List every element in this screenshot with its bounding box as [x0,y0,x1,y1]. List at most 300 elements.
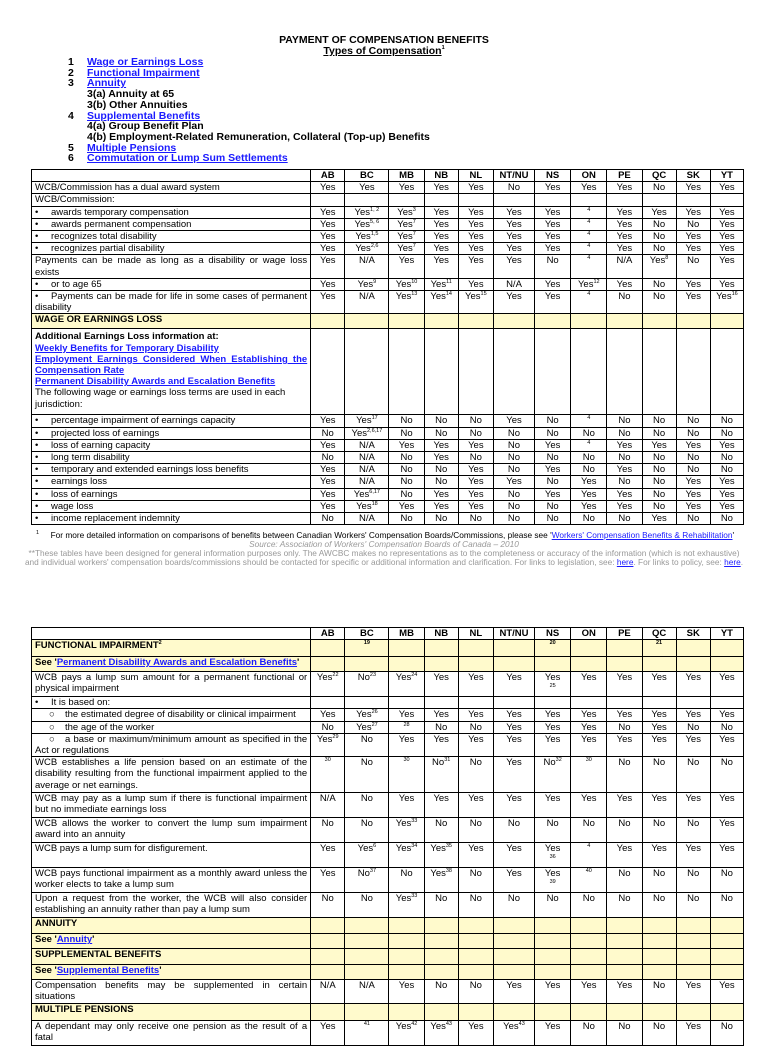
row-label-text: WCB pays functional impairment as a monthly award unless the worker elects to take a lump sum [35,868,308,891]
cell-pe [607,415,642,427]
cell-nb [424,1003,458,1020]
employment-earnings-link[interactable]: Employment Earnings Considered When Establishing the Compensation Rate [35,353,308,377]
cell-value: No [618,427,631,439]
cell-qc [642,476,676,488]
cell-nt-nu [493,182,534,194]
cell-value: Yes [651,843,667,855]
cell-ns [535,464,571,476]
cell-value: Yes [506,868,522,880]
cell-value: No [507,488,521,500]
cell-yt [710,231,743,243]
column-header-nt-nu: NT/NU [493,170,534,182]
cell-value: Yes [685,488,701,500]
footnote-divider [36,524,176,525]
cell-yt [710,500,743,512]
cell-bc [345,218,389,230]
cell-value: Yes [616,206,633,218]
section-row [32,640,744,657]
see-link[interactable]: Annuity [56,934,93,946]
cell-sk [676,500,710,512]
cell-yt [710,291,743,314]
cell-nl [458,427,493,439]
cell-pe [607,843,642,868]
cell-value: No [546,513,559,525]
row-label-text: long term disability [51,452,130,464]
cell-on [571,314,607,329]
cell-on [571,733,607,756]
cell-value: Yes [468,843,484,855]
cell-footnote-ref: 12 [593,278,600,285]
cell-sk [676,965,710,980]
weekly-benefits-link[interactable]: Weekly Benefits for Temporary Disability [35,342,219,354]
cell-value: Yes [433,231,449,243]
cell-value: No [652,427,666,439]
cell-sk [676,255,710,278]
disclaimer-line-1: **These tables have been designed for general information purposes only. The AWCBC makes no representations as to the completeness or accuracy of the information (which is not exhaustive) [28,548,740,558]
bullet-icon: • [35,278,39,290]
cell-value: Yes [685,843,701,855]
cell-value: No [720,721,733,733]
row-label-text: A dependant may only receive one pension as the result of a fatal [35,1020,308,1043]
cell-value: No [546,415,559,427]
row-label-text: awards temporary compensation [51,206,189,218]
toc-link: Supplemental Benefits [87,109,201,122]
cell-value: No [652,415,666,427]
row-label [32,194,311,206]
cell-value: Yes [685,709,701,721]
cell-value: Yes [544,672,561,684]
cell-qc [642,980,676,1003]
table-row [32,733,744,756]
cell-sk [676,231,710,243]
cell-value: Yes [468,218,484,230]
footnote-link[interactable]: Workers' Compensation Benefits & Rehabilitation [551,530,733,540]
cell-value: Yes [465,291,481,303]
cell-value: No [469,893,482,905]
cell-nl [458,949,493,965]
column-header-ab: AB [311,170,345,182]
cell-mb [389,464,424,476]
cell-value: No [582,464,595,476]
cell-value: Yes [616,709,633,721]
table-header-row [32,628,744,640]
cell-bc [345,278,389,290]
row-label [32,868,311,893]
cell-qc [642,818,676,843]
cell-nb [424,672,458,697]
cell-value: Yes [319,182,336,194]
cell-value: Yes [319,439,336,451]
cell-value: No [360,893,373,905]
cell-value: Yes [581,476,597,488]
permanent-disability-link[interactable]: Permanent Disability Awards and Escalation Benefits [35,376,276,388]
cell-value: Yes [544,793,561,805]
cell-value: N/A [358,439,375,451]
cell-value: Yes [581,672,597,684]
source-line: Source: Association of Workers' Compensation Boards of Canada – 2010 [249,539,519,549]
cell-on [571,818,607,843]
cell-value: No [652,476,666,488]
table-row [32,721,744,733]
cell-value: Yes [319,868,336,880]
row-label-text: income replacement indemnity [51,513,180,525]
cell-nt-nu [493,255,534,278]
table-row [32,243,744,255]
cell-bc [345,843,389,868]
sub-bullet-icon: ○ [49,721,55,733]
see-link[interactable]: Permanent Disability Awards and Escalation Benefits [56,657,298,669]
cell-value: Yes [506,709,522,721]
table-row [32,231,744,243]
cell-sk [676,640,710,657]
cell-on [571,329,607,415]
cell-value: Yes [506,980,522,992]
cell-value: Yes [433,500,449,512]
row-label [32,640,311,657]
cell-value: Yes [719,843,735,855]
table-corner [32,170,311,182]
legislation-link[interactable]: here [616,557,634,567]
row-label-text: loss of earnings [51,488,118,500]
cell-footnote-ref: 15 [480,291,487,298]
cell-value: Yes [544,1020,561,1032]
cell-value: Yes [433,672,449,684]
bullet-icon: • [35,427,39,439]
cell-bc [345,415,389,427]
cell-ab [311,721,345,733]
cell-value: Yes [319,291,336,303]
cell-value: Yes [616,843,633,855]
cell-value: Yes [506,206,522,218]
cell-nl [458,757,493,793]
cell-ns [535,980,571,1003]
cell-value: Yes [544,464,561,476]
row-label-text: It is based on: [51,697,111,709]
cell-value: Yes [544,868,561,880]
cell-yt [710,1003,743,1020]
cell-value: Yes [506,231,522,243]
cell-value: N/A [358,291,375,303]
cell-yt [710,243,743,255]
toc-sublabel: 3(b) Other Annuities [87,98,188,111]
cell-value: Yes [719,243,735,255]
cell-sk [676,818,710,843]
cell-value: No [546,476,559,488]
cell-ns [535,476,571,488]
cell-value: N/A [319,793,336,805]
footnote-text-end: ' [732,530,735,540]
cell-nt-nu [493,893,534,918]
cell-nb [424,793,458,818]
cell-value: Yes [544,709,561,721]
cell-qc [642,427,676,439]
cell-value: No [469,980,482,992]
cell-value: Yes [316,733,333,745]
cell-value: Yes [719,672,735,684]
table-header-row [32,170,744,182]
cell-value: Yes [616,733,633,745]
cell-on [571,757,607,793]
cell-on [571,291,607,314]
cell-nb [424,427,458,439]
row-label [32,965,311,980]
cell-footnote-ref: 4 [587,415,591,422]
cell-nb [424,415,458,427]
cell-sk [676,757,710,793]
cell-pe [607,218,642,230]
cell-value: Yes [506,243,522,255]
column-header-mb: MB [389,628,424,640]
see-link[interactable]: Supplemental Benefits [56,965,160,977]
cell-value: Yes [433,182,449,194]
row-label [32,500,311,512]
cell-pe [607,640,642,657]
cell-value: No [546,255,559,267]
cell-value: No [652,464,666,476]
cell-value: Yes [544,733,561,745]
cell-qc [642,721,676,733]
cell-value: Yes [395,278,412,290]
row-label-text: Compensation benefits may be supplemented in certain situations [35,980,308,1003]
cell-yt [710,657,743,672]
cell-on [571,206,607,218]
cell-value: Yes [433,439,449,451]
cell-value: Yes [351,427,367,439]
cell-footnote-ref: 10 [411,278,418,285]
cell-value: Yes [544,843,561,855]
cell-value: No [546,893,559,905]
cell-value: Yes [506,672,522,684]
cell-value: No [618,818,631,830]
table-row [32,329,744,415]
cell-value: No [435,721,448,733]
cell-pe [607,980,642,1003]
cell-qc [642,697,676,709]
toc-sublabel: 3(a) Annuity at 65 [87,88,175,101]
cell-value: Yes [544,439,561,451]
cell-yt [710,452,743,464]
cell-nb [424,934,458,949]
cell-value: Yes [468,709,484,721]
cell-yt [710,843,743,868]
cell-ab [311,194,345,206]
cell-value: N/A [358,513,375,525]
cell-value: Yes [577,278,594,290]
cell-value: No [400,452,413,464]
column-header-nb: NB [424,170,458,182]
row-label-text: WCB pays a lump sum amount for a permanent functional or physical impairment [35,672,308,695]
cell-value: Yes [430,843,446,855]
cell-value: Yes [506,476,522,488]
cell-value: Yes [685,182,701,194]
cell-value: No [507,500,521,512]
cell-value: Yes [616,278,633,290]
row-label [32,329,311,415]
cell-value: Yes [685,1020,701,1032]
cell-value: Yes [468,464,484,476]
cell-value: No [321,721,334,733]
cell-ab [311,231,345,243]
cell-nl [458,672,493,697]
row-label-text: a base or maximum/minimum amount as specified in the Act or regulations [35,733,308,757]
cell-mb [389,231,424,243]
cell-value: Yes [319,218,336,230]
cell-footnote-ref: 8 [665,255,669,262]
cell-ns [535,415,571,427]
footnote-text: For more detailed information on comparisons of benefits between Canadian Workers' Compensation Boards/Commissions, please see ' [50,530,552,540]
cell-value: Yes [430,1020,446,1032]
cell-value: No [469,427,482,439]
cell-value: No [582,452,595,464]
cell-sk [676,415,710,427]
cell-nl [458,500,493,512]
cell-ns [535,709,571,721]
disclaimer-text-mid: . For links to policy, see: [633,557,725,567]
cell-footnote-ref: 4 [587,291,591,298]
cell-ns [535,640,571,657]
cell-value: Yes [316,672,333,684]
cell-value: No [687,757,700,769]
row-label [32,439,311,451]
cell-mb [389,980,424,1003]
cell-value: Yes [433,218,449,230]
column-header-mb: MB [389,170,424,182]
cell-value: Yes [468,439,484,451]
sub-bullet-icon: ○ [49,709,55,721]
cell-ab [311,868,345,893]
cell-on [571,255,607,278]
cell-yt [710,757,743,793]
cell-footnote-ref: 13 [411,291,418,298]
table-row [32,893,744,918]
cell-sk [676,868,710,893]
cell-value: Yes [651,439,667,451]
cell-value: No [507,893,521,905]
cell-pe [607,949,642,965]
cell-value: No [720,757,733,769]
cell-nb [424,965,458,980]
cell-nt-nu [493,980,534,1003]
row-label-text: wage loss [51,500,94,512]
cell-qc [642,255,676,278]
cell-sk [676,464,710,476]
cell-nb [424,476,458,488]
column-header-ab: AB [311,628,345,640]
cell-mb [389,476,424,488]
cell-bc [345,868,389,893]
cell-value: No [357,672,370,684]
see-prefix: See ' [35,934,57,946]
cell-value: Yes [544,291,561,303]
cell-nl [458,818,493,843]
cell-footnote-ref: 21 [656,640,663,647]
cell-value: Yes [398,733,415,745]
cell-value: Yes [468,793,484,805]
table-row [32,980,744,1003]
row-label [32,672,311,697]
cell-nl [458,206,493,218]
cell-nb [424,868,458,893]
table-of-contents [68,57,430,164]
cell-on [571,243,607,255]
comparison-table-1 [31,169,744,525]
cell-ab [311,1003,345,1020]
cell-value: Yes [395,291,412,303]
cell-value: Yes [651,513,667,525]
cell-value: Yes [544,980,561,992]
bullet-icon: • [35,231,39,243]
cell-ab [311,452,345,464]
cell-pe [607,657,642,672]
cell-on [571,194,607,206]
table-row [32,206,744,218]
cell-nl [458,452,493,464]
cell-footnote-ref: 27 [371,721,378,728]
cell-qc [642,500,676,512]
cell-qc [642,439,676,451]
toc-item [68,100,430,111]
table-row [32,427,744,439]
cell-value: No [546,818,559,830]
cell-nb [424,733,458,756]
row-label-text: WCB establishes a life pension based on an estimate of the disability resulting from the functional impairment applied to the average or net earnings. [35,757,308,791]
cell-value: No [618,757,631,769]
cell-value: No [582,427,595,439]
cell-mb [389,918,424,934]
cell-sk [676,657,710,672]
disclaimer-text-end: . [740,557,744,567]
table-row [32,818,744,843]
cell-value: Yes [468,733,484,745]
cell-nb [424,231,458,243]
cell-value: Yes [616,793,633,805]
cell-ab [311,697,345,709]
cell-nb [424,182,458,194]
cell-pe [607,439,642,451]
table-corner [32,628,311,640]
cell-footnote-ref: 18 [371,500,378,507]
cell-on [571,640,607,657]
cell-footnote-ref: 3 [412,206,416,213]
cell-value: No [507,464,521,476]
cell-value: No [652,278,666,290]
cell-value: No [435,427,448,439]
cell-nt-nu [493,949,534,965]
cell-qc [642,194,676,206]
toc-item[interactable] [68,153,430,164]
cell-sk [676,980,710,1003]
row-label [32,231,311,243]
cell-nb [424,513,458,525]
disclaimer-line-2 [0,557,768,567]
row-label [32,893,311,918]
policy-link[interactable]: here [724,557,741,567]
cell-mb [389,206,424,218]
cell-value: No [546,452,559,464]
toc-link: Multiple Pensions [87,141,177,154]
see-suffix: ' [297,657,300,669]
table-row [32,757,744,793]
table-row [32,194,744,206]
cell-qc [642,314,676,329]
cell-value: Yes [581,182,597,194]
cell-bc [345,255,389,278]
cell-mb [389,793,424,818]
cell-qc [642,672,676,697]
bullet-icon: • [35,500,39,512]
cell-pe [607,452,642,464]
cell-nl [458,476,493,488]
